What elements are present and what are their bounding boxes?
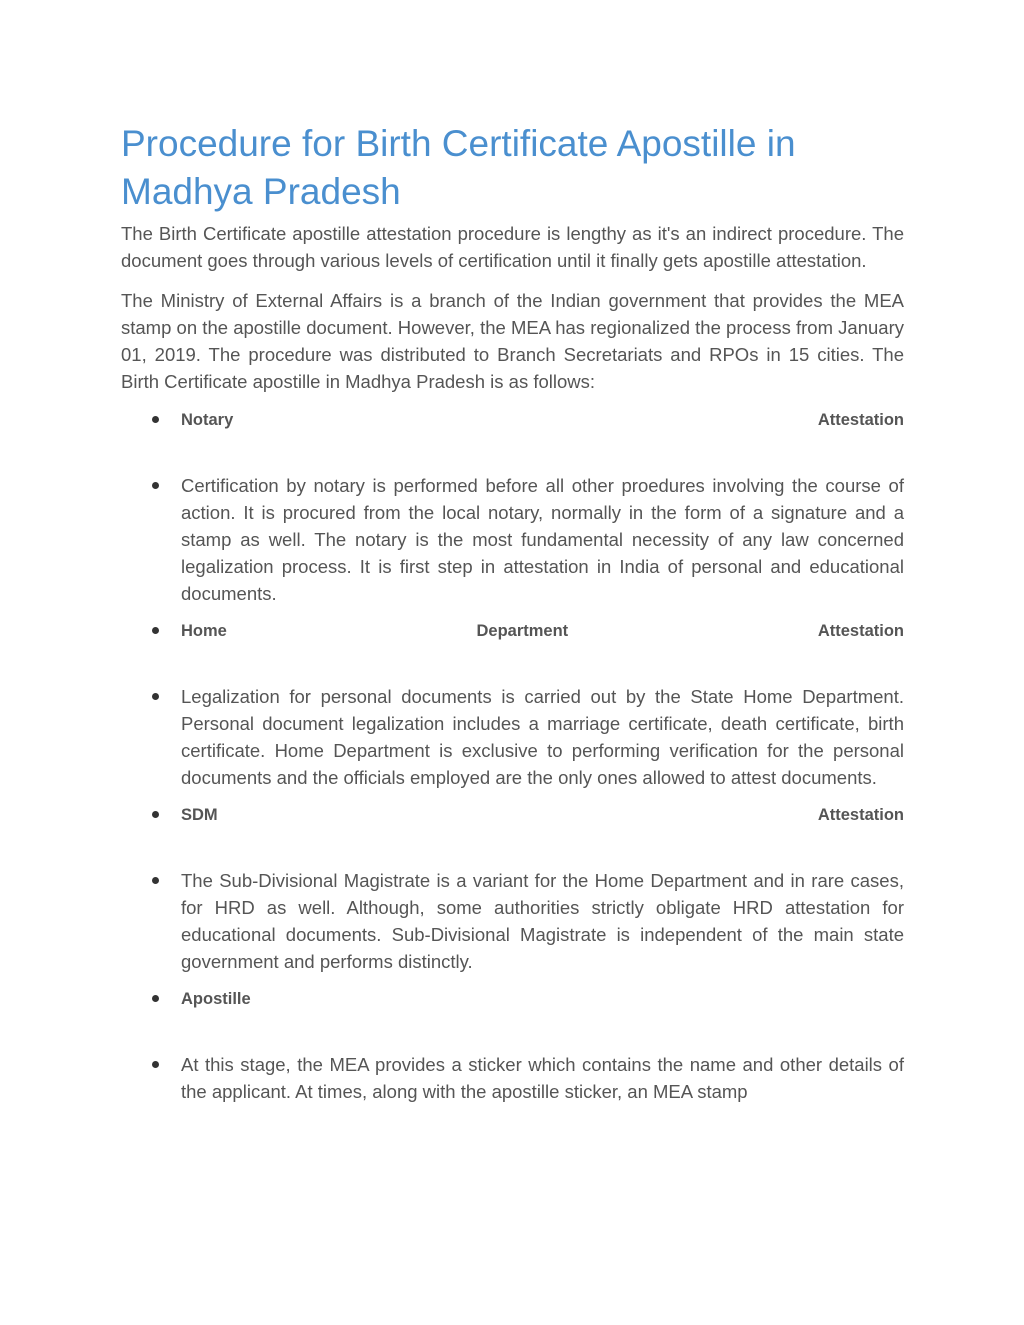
step-body-text: The Sub-Divisional Magistrate is a variant for the Home Department and in rare cases, for HRD as well. Although, some authorities strictly obligate HRD attestation for educational documents. Sub-Divisional Magistrate is independent of the main state government and performs distinctly. — [181, 870, 904, 972]
step-heading-notary — [121, 408, 904, 472]
step-body-sdm — [121, 867, 904, 975]
bullet-icon — [152, 995, 159, 1002]
step-heading-word: Attestation — [817, 806, 904, 824]
bullet-icon — [152, 627, 159, 634]
step-heading-sdm — [121, 803, 904, 867]
step-body-notary — [121, 472, 904, 607]
step-heading-home-department — [121, 619, 904, 683]
step-heading-word: Apostille — [181, 990, 251, 1008]
bullet-icon — [152, 416, 159, 423]
document-content — [121, 120, 904, 1117]
bullet-icon — [152, 482, 159, 489]
step-heading-word: Home — [181, 622, 227, 640]
step-body-apostille — [121, 1051, 904, 1105]
step-body-text: Legalization for personal documents is carried out by the State Home Department. Personal document legalization includes a marriage certificate, death certificate, birth certificate. Home Department is exclusive to performing verification for the personal documents and the officials employed are the only ones allowed to attest documents. — [181, 686, 904, 788]
step-heading-word: Attestation — [817, 622, 904, 640]
procedure-steps-list — [121, 408, 904, 1105]
intro-paragraph: The Birth Certificate apostille attestation procedure is lengthy as it's an indirect procedure. The document goes through various levels of certification until it finally gets apostille attestation. — [121, 223, 904, 271]
bullet-icon — [152, 811, 159, 818]
step-body-home-department — [121, 683, 904, 791]
step-body-text: Certification by notary is performed before all other proedures involving the course of action. It is procured from the local notary, normally in the form of a signature and a stamp as well. The notary is the most fundamental necessity of any law concerned legalization process. It is first step in attestation in India of personal and educational documents. — [181, 475, 904, 604]
bullet-icon — [152, 877, 159, 884]
step-heading-word: Department — [476, 622, 569, 640]
page-title: Procedure for Birth Certificate Apostille in Madhya Pradesh — [121, 123, 796, 212]
step-heading-word: Attestation — [817, 411, 904, 429]
bullet-icon — [152, 693, 159, 700]
mea-paragraph: The Ministry of External Affairs is a branch of the Indian government that provides the MEA stamp on the apostille document. However, the MEA has regionalized the process from January 01, 2019. The procedure was distributed to Branch Secretariats and RPOs in 15 cities. The Birth Certificate apostille in Madhya Pradesh is as follows: — [121, 290, 904, 392]
bullet-icon — [152, 1061, 159, 1068]
step-heading-word: SDM — [181, 806, 218, 824]
step-heading-apostille — [121, 987, 904, 1051]
step-heading-word: Notary — [181, 411, 234, 429]
step-body-text: At this stage, the MEA provides a sticker which contains the name and other details of the applicant. At times, along with the apostille sticker, an MEA stamp — [181, 1054, 904, 1102]
